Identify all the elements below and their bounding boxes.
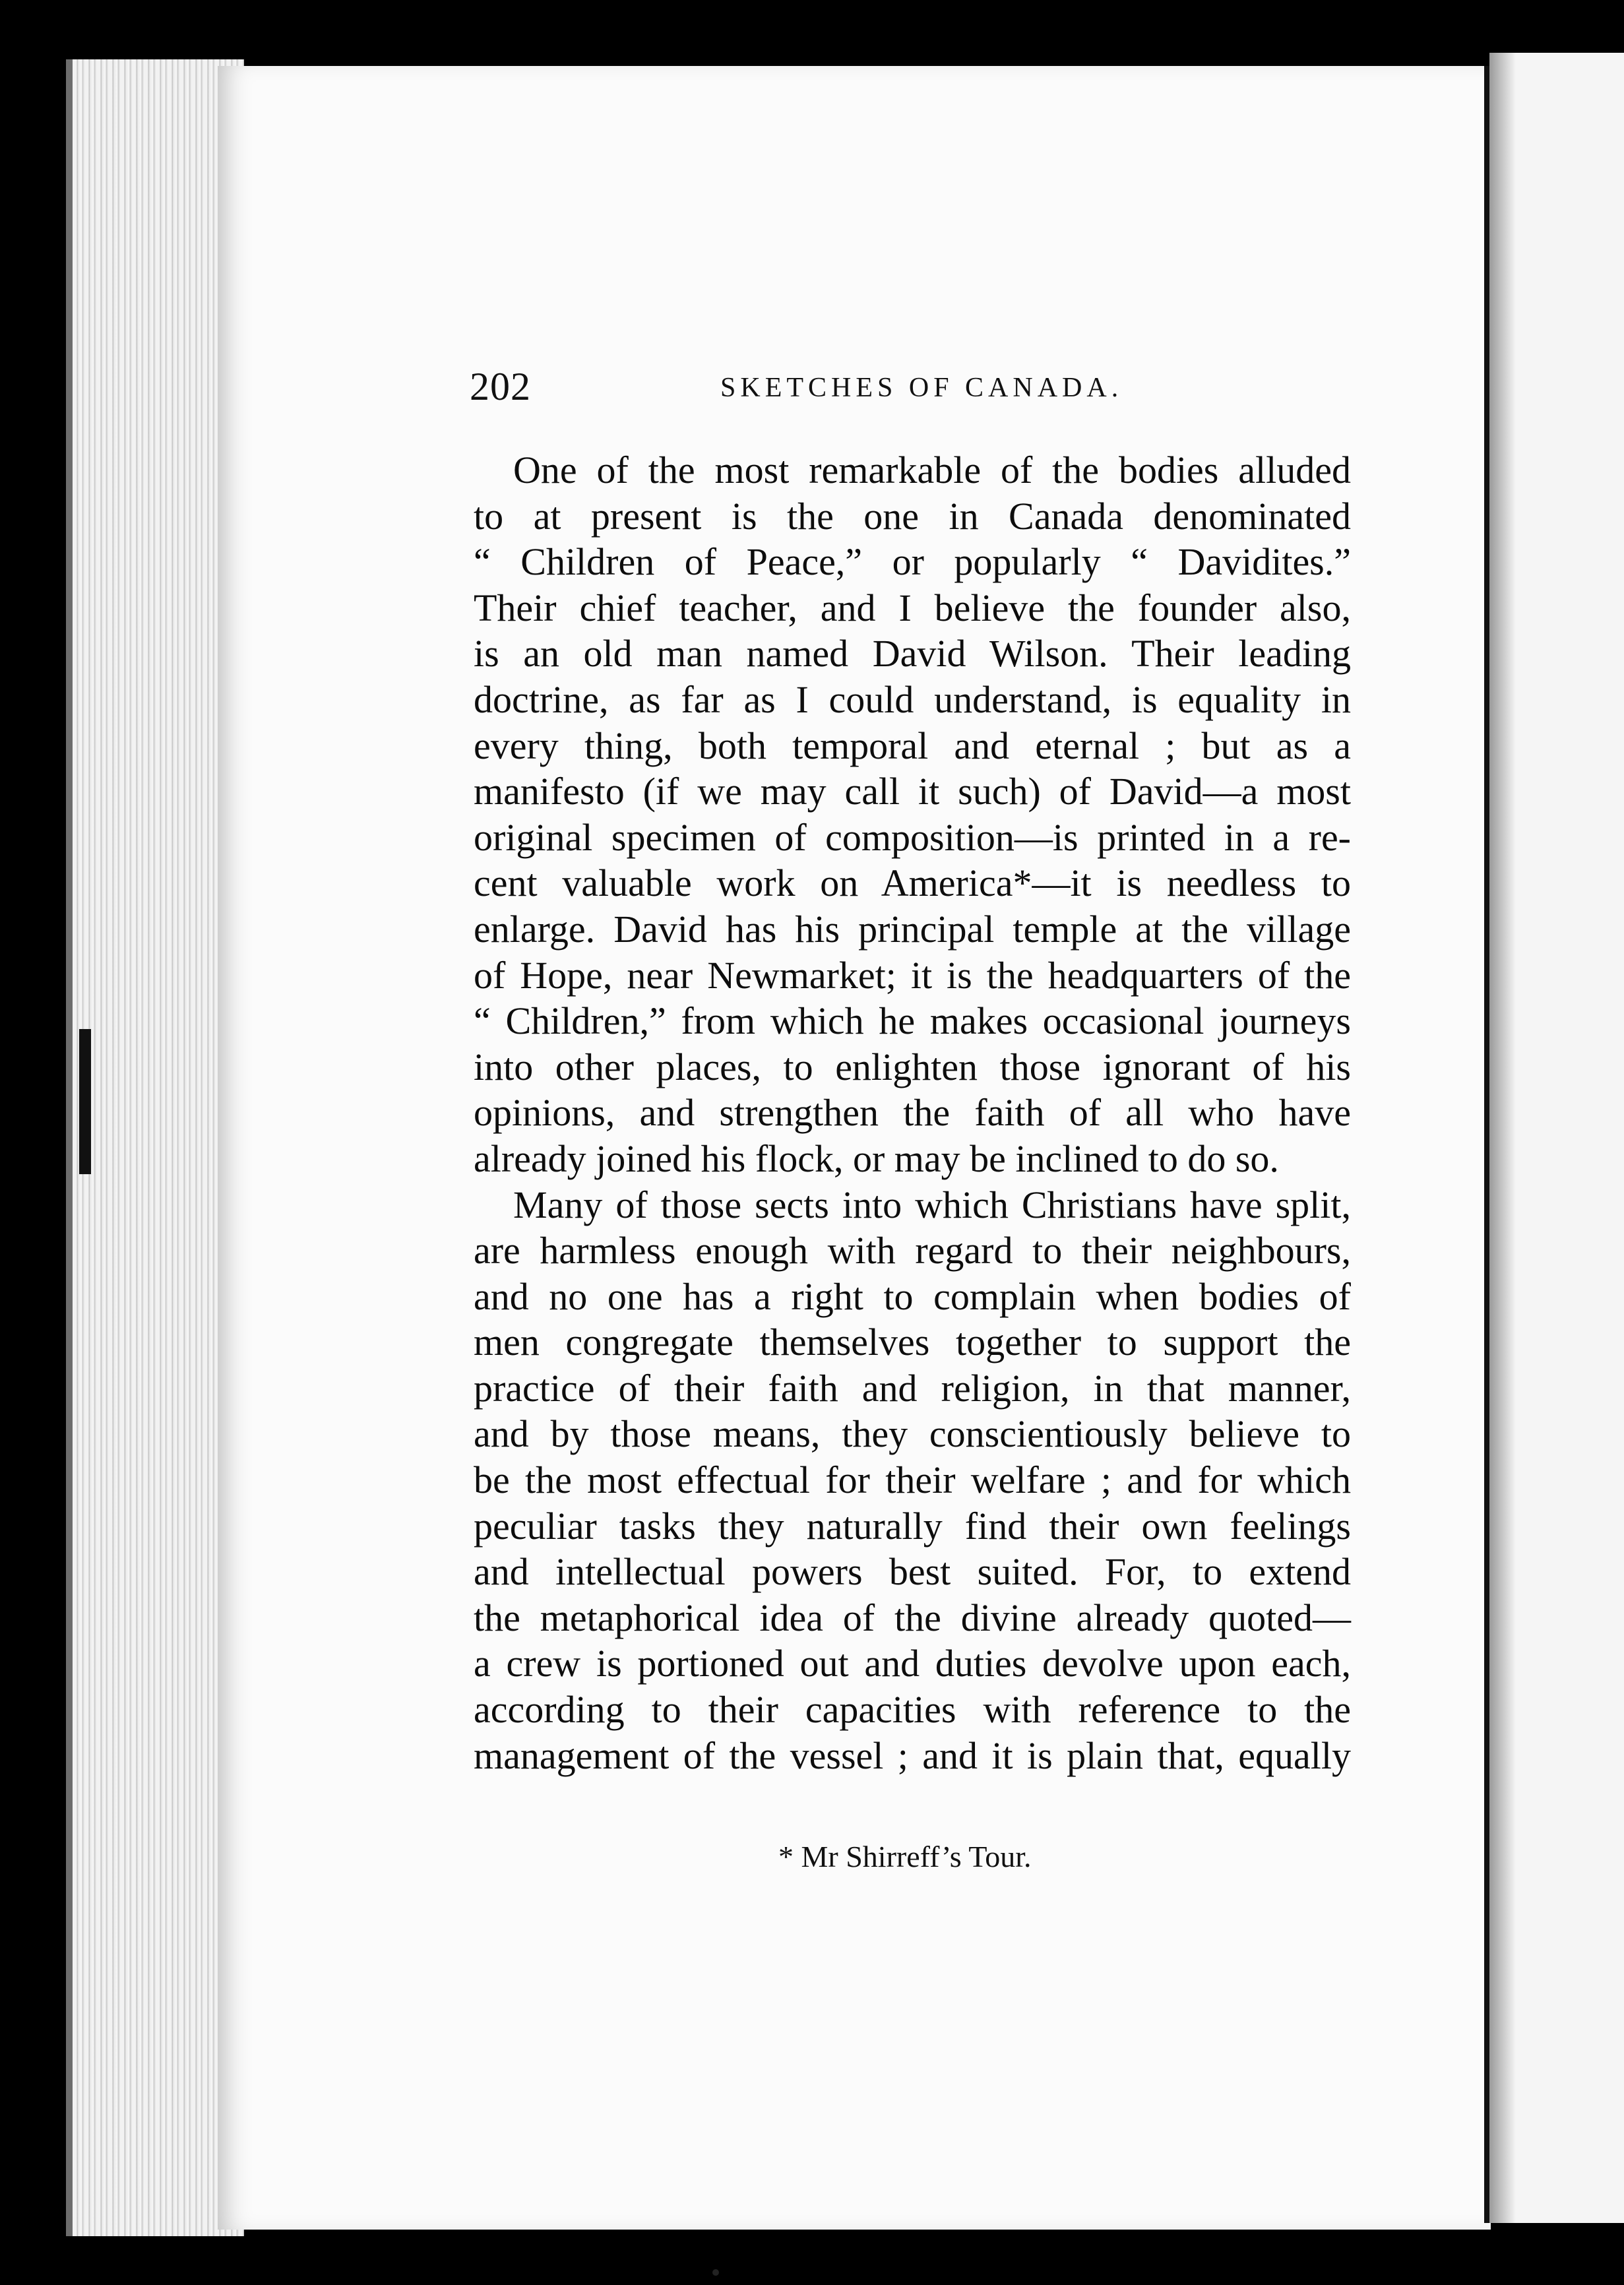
text-line: “ Children,” from which he makes occasional journeys	[474, 999, 1351, 1043]
text-line: of Hope, near Newmarket; it is the headquarters of the	[474, 953, 1351, 997]
page-number: 202	[470, 365, 531, 408]
text-line: is an old man named David Wilson. Their leading	[474, 632, 1351, 675]
text-line: a crew is portioned out and duties devolve upon each,	[474, 1642, 1351, 1685]
running-title: SKETCHES OF CANADA.	[720, 373, 1123, 403]
text-line: already joined his flock, or may be inclined to do so.	[474, 1137, 1279, 1180]
text-line: peculiar tasks they naturally find their own feelings	[474, 1504, 1351, 1548]
text-line: Their chief teacher, and I believe the founder also,	[474, 586, 1351, 629]
text-line: doctrine, as far as I could understand, is equality in	[474, 677, 1351, 721]
text-line: and no one has a right to complain when bodies of	[474, 1274, 1351, 1318]
text-line: the metaphorical idea of the divine already quoted—	[474, 1596, 1351, 1639]
text-line: enlarge. David has his principal temple at the village	[474, 907, 1351, 951]
text-line: opinions, and strengthen the faith of all who have	[474, 1091, 1351, 1135]
scan-speck	[712, 2269, 719, 2276]
text-line: manifesto (if we may call it such) of David—a most	[474, 770, 1351, 813]
facing-page-shadow	[1489, 53, 1516, 2223]
text-line: Many of those sects into which Christians have split,	[513, 1183, 1351, 1226]
body-text	[474, 447, 1351, 1778]
text-line: “ Children of Peace,” or popularly “ Davidites.”	[474, 540, 1351, 584]
footnote: * Mr Shirreff’s Tour.	[778, 1840, 1032, 1873]
page-header	[470, 364, 1360, 423]
text-line: and intellectual powers best suited. For, to extend	[474, 1550, 1351, 1594]
text-line: management of the vessel ; and it is plain that, equally	[474, 1734, 1351, 1777]
text-line: One of the most remarkable of the bodies alluded	[513, 449, 1351, 491]
text-line: according to their capacities with reference to the	[474, 1688, 1351, 1732]
text-line: are harmless enough with regard to their neighbours,	[474, 1229, 1351, 1272]
text-line: be the most effectual for their welfare ; and for which	[474, 1458, 1351, 1502]
book-edge-marker	[79, 1029, 91, 1174]
text-line: to at present is the one in Canada denominated	[474, 494, 1351, 538]
text-line: men congregate themselves together to support the	[474, 1321, 1351, 1364]
text-line: into other places, to enlighten those ignorant of his	[474, 1045, 1351, 1088]
text-line: original specimen of composition—is printed in a re-	[474, 815, 1351, 859]
text-line: practice of their faith and religion, in that manner,	[474, 1366, 1351, 1410]
text-line: and by those means, they conscientiously believe to	[474, 1412, 1351, 1456]
text-line: every thing, both temporal and eternal ; but as a	[474, 724, 1351, 767]
text-line: cent valuable work on America*—it is needless to	[474, 861, 1351, 905]
book-gutter	[1484, 66, 1489, 2223]
